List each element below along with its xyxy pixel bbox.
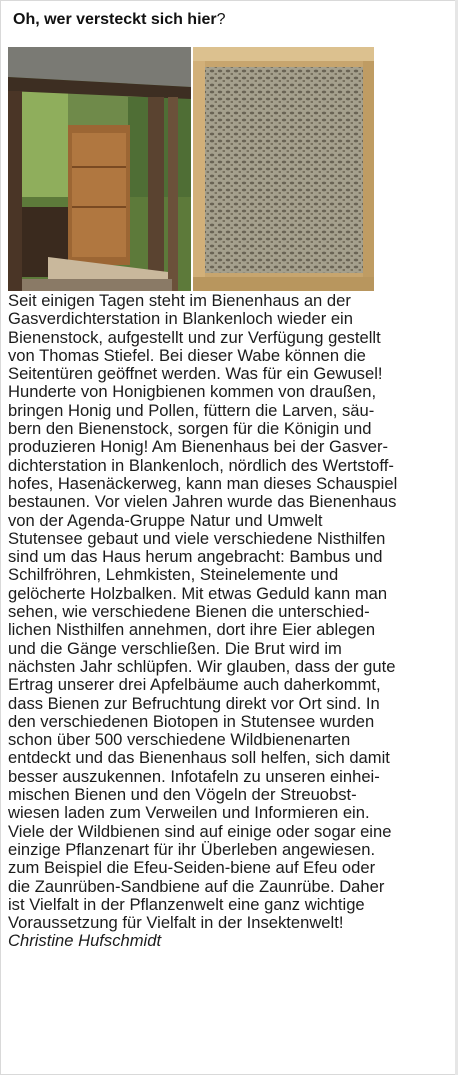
text-line: Hunderte von Honigbienen kommen von draußen, xyxy=(8,382,377,402)
text-line: den verschiedenen Biotopen in Stutensee wurden xyxy=(8,711,375,731)
text-line: dass Bienen zur Befruchtung direkt vor Ort sind. In xyxy=(8,693,380,713)
text-line: Gasverdichterstation in Blankenloch wieder ein xyxy=(8,309,353,329)
text-line: Stutensee gebaut und viele verschiedene Nisthilfen xyxy=(8,528,386,548)
text-line: und die Gänge verschließen. Die Brut wird im xyxy=(8,638,342,658)
author-signature: Christine Hufschmidt xyxy=(8,931,162,951)
heading-bold: Oh, wer versteckt sich hier xyxy=(13,11,217,28)
heading-end: ? xyxy=(216,11,226,28)
text-line: von der Agenda-Gruppe Natur und Umwelt xyxy=(8,510,323,530)
text-line: sehen, wie verschiedene Bienen die unterschied- xyxy=(8,602,370,622)
text-line: Ertrag unserer drei Apfelbäume auch daherkommt, xyxy=(8,675,381,695)
text-line: ist Vielfalt in der Pflanzenwelt eine ganz wichtige xyxy=(8,894,365,914)
text-line: bern den Bienenstock, sorgen für die Königin und xyxy=(8,419,372,439)
text-line: hofes, Hasenäckerweg, kann man dieses Schauspiel xyxy=(8,473,398,493)
article-text xyxy=(8,292,448,951)
text-line: Seitentüren geöffnet werden. Was für ein Gewusel! xyxy=(8,364,383,384)
text-line: schon über 500 verschiedene Wildbienenarten xyxy=(8,730,351,750)
bee-house-photo xyxy=(8,47,191,291)
text-line: gelöcherte Holzbalken. Mit etwas Geduld kann man xyxy=(8,583,388,603)
text-line: entdeckt und das Bienenhaus soll helfen, sich damit xyxy=(8,748,390,768)
text-line: besser auszukennen. Infotafeln zu unseren einhei- xyxy=(8,766,380,786)
text-line: mischen Bienen und den Vögeln der Streuobst- xyxy=(8,785,357,805)
text-line: Viele der Wildbienen sind auf einige oder sogar eine xyxy=(8,821,392,841)
text-line: zum Beispiel die Efeu-Seiden-biene auf Efeu oder xyxy=(8,858,376,878)
text-line: produzieren Honig! Am Bienenhaus bei der Gasver- xyxy=(8,437,389,457)
text-line: von Thomas Stiefel. Bei dieser Wabe können die xyxy=(8,345,366,365)
text-line: Schilfröhren, Lehmkisten, Steinelemente und xyxy=(8,565,339,585)
text-line: einzige Pflanzenart für ihr Überleben angewiesen. xyxy=(8,839,376,859)
text-line: Seit einigen Tagen steht im Bienenhaus an der xyxy=(8,291,351,310)
text-line: nächsten Jahr schlüpfen. Wir glauben, dass der gute xyxy=(8,656,396,676)
text-line: sind um das Haus herum angebracht: Bambus und xyxy=(8,547,383,567)
text-line: die Zaunrüben-Sandbiene auf die Zaunrübe. Daher xyxy=(8,876,385,896)
honeycomb-photo xyxy=(193,47,374,291)
text-line: lichen Nisthilfen annehmen, dort ihre Eier ablegen xyxy=(8,620,376,640)
text-line: bringen Honig und Pollen, füttern die Larven, säu- xyxy=(8,400,375,420)
text-line: Voraussetzung für Vielfalt in der Insektenwelt! xyxy=(8,913,344,933)
text-line: bestaunen. Vor vielen Jahren wurde das Bienenhaus xyxy=(8,492,397,512)
text-line: wiesen laden zum Verweilen und Informieren ein. xyxy=(8,803,370,823)
text-line: Bienenstock, aufgestellt und zur Verfügung gestellt xyxy=(8,327,381,347)
article-heading xyxy=(13,11,226,29)
text-line: dichterstation in Blankenloch, nördlich des Wertstoff- xyxy=(8,455,394,475)
